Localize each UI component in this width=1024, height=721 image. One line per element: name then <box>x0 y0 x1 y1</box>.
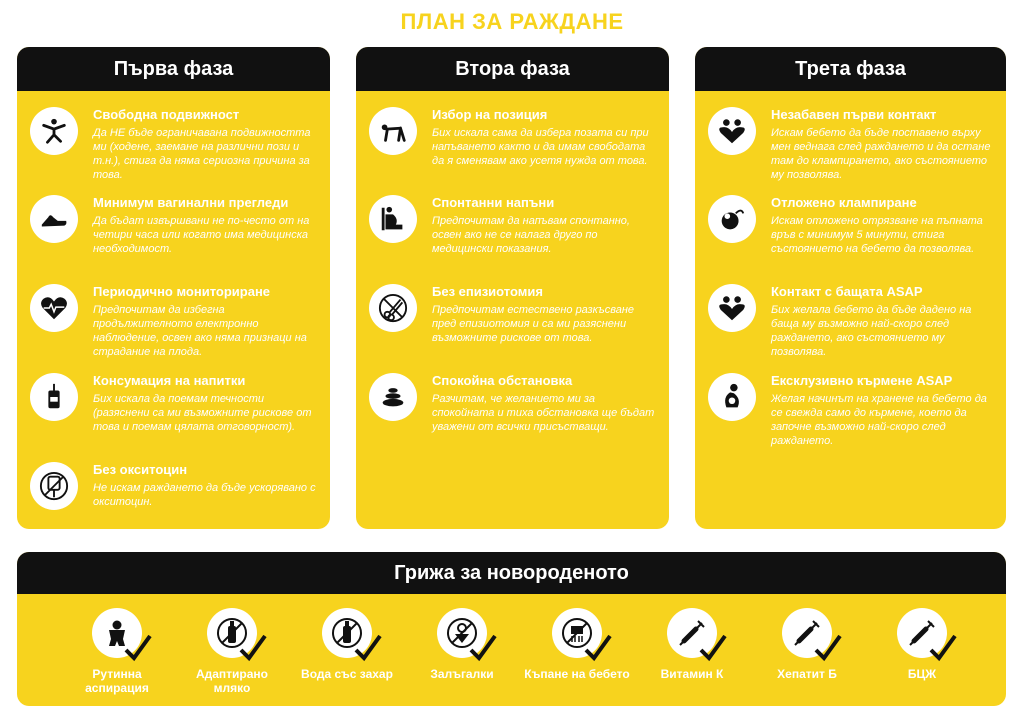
item-title: Избор на позиция <box>432 107 548 122</box>
newborn-item-formula <box>177 608 287 695</box>
no-scissors-icon <box>369 284 417 332</box>
calm-stones-icon <box>369 373 417 421</box>
hand-icon <box>30 195 78 243</box>
phase-3-panel <box>695 47 1006 529</box>
no-formula-bottle-icon <box>207 608 257 658</box>
item-text: Бих искала да поемам течности (разяснени са ми възможните рискове от това и поемам цялата отговорност). <box>93 393 312 433</box>
item-text: Искам бебето да бъде поставено върху мен веднага след раждането и да остане там до клампирането, ако състоянието му позволява. <box>771 127 991 181</box>
newborn-item-vitamin-k <box>637 608 747 681</box>
page-title: ПЛАН ЗА РАЖДАНЕ <box>400 9 624 34</box>
mother-baby-heart-icon <box>708 107 756 155</box>
newborn-care-heading: Грижа за новороденото <box>17 552 1006 594</box>
item-title: Периодично мониториране <box>93 284 271 299</box>
item-text: Желая начинът на хранене на бебето да се свежда само до кърмене, което да започне възможно най-скоро след раждането. <box>771 393 987 447</box>
phase-1-heading: Първа фаза <box>17 47 330 91</box>
check-icon <box>582 632 614 664</box>
umbilical-cord-icon <box>708 195 756 243</box>
item-title: Консумация на напитки <box>93 373 246 388</box>
newborn-item-bath <box>522 608 632 681</box>
check-icon <box>812 632 844 664</box>
care-label: Витамин К <box>660 667 724 681</box>
phase-3-heading: Трета фаза <box>695 47 1006 91</box>
care-label: Рутинна аспирация <box>85 667 149 695</box>
item-title: Спонтанни напъни <box>432 195 555 210</box>
father-baby-heart-icon <box>708 284 756 332</box>
item-text: Да бъдат извършвани не по-често от на четири часа или когато има медицинска необходимост. <box>93 215 310 255</box>
no-sugar-water-bottle-icon <box>322 608 372 658</box>
bcg-syringe-icon <box>897 608 947 658</box>
no-bath-icon <box>552 608 602 658</box>
item-title: Без епизиотомия <box>432 284 543 299</box>
item-title: Ексклузивно кърмене ASAP <box>771 373 953 388</box>
care-label: Залъгалки <box>430 667 494 681</box>
check-icon <box>927 632 959 664</box>
newborn-item-sugar-water <box>292 608 402 681</box>
item-title: Свободна подвижност <box>93 107 240 122</box>
no-pacifier-icon <box>437 608 487 658</box>
care-label: Вода със захар <box>301 667 393 681</box>
freedom-movement-icon <box>30 107 78 155</box>
newborn-item-aspiration <box>62 608 172 695</box>
check-icon <box>467 632 499 664</box>
item-text: Предпочитам естествено разкъсване пред епизиотомия и са ми разяснени възможните рискове от това. <box>432 304 634 344</box>
item-title: Незабавен първи контакт <box>771 107 937 122</box>
item-text: Бих искала сама да избера позата си при напъването както и да имам свободата да я сменявам ако усетя нужда от това. <box>432 127 649 167</box>
item-title: Отложено клампиране <box>771 195 917 210</box>
position-icon <box>369 107 417 155</box>
vitamin-k-syringe-icon <box>667 608 717 658</box>
baby-aspiration-icon <box>92 608 142 658</box>
care-label: Адаптирано мляко <box>195 667 269 695</box>
newborn-item-bcg <box>867 608 977 681</box>
care-label: Къпане на бебето <box>524 667 630 681</box>
newborn-care-panel <box>17 552 1006 706</box>
hepatitis-b-syringe-icon <box>782 608 832 658</box>
item-text: Не искам раждането да бъде ускорявано с окситоцин. <box>93 482 316 508</box>
item-text: Предпочитам да избегна продължителното електронно наблюдение, освен ако няма признаци на страдание на плода. <box>93 304 307 358</box>
item-text: Искам отложено отрязване на пъпната връв с минимум 5 минути, стига състоянието на бебето да позволява. <box>771 215 983 255</box>
phase-2-heading: Втора фаза <box>356 47 669 91</box>
care-label: БЦЖ <box>907 667 937 681</box>
item-title: Контакт с бащата ASAP <box>771 284 923 299</box>
newborn-item-hepatitis-b <box>752 608 862 681</box>
item-text: Предпочитам да напъвам спонтанно, освен ако не се налага друго по медицински показания. <box>432 215 630 255</box>
breastfeeding-icon <box>708 373 756 421</box>
item-text: Бих желала бебето да бъде дадено на баща му възможно най-скоро след раждането, ако състоянието му позволява. <box>771 304 972 358</box>
pushing-icon <box>369 195 417 243</box>
item-title: Минимум вагинални прегледи <box>93 195 289 210</box>
phase-2-panel <box>356 47 669 529</box>
check-icon <box>352 632 384 664</box>
heart-monitor-icon <box>30 284 78 332</box>
phase-1-panel <box>17 47 330 529</box>
no-iv-icon <box>30 462 78 510</box>
item-text: Да НЕ бъде ограничавана подвижността ми (ходене, заемане на различни пози и т.н.), стига да няма сериозна причина за това. <box>93 127 311 181</box>
check-icon <box>122 632 154 664</box>
newborn-item-pacifiers <box>407 608 517 681</box>
drinks-icon <box>30 373 78 421</box>
item-title: Спокойна обстановка <box>432 373 573 388</box>
item-title: Без окситоцин <box>93 462 188 477</box>
care-label: Хепатит Б <box>777 667 837 681</box>
item-text: Разчитам, че желанието ми за спокойната и тиха обстановка ще бъдат уважени от всички присъстващи. <box>432 393 655 433</box>
check-icon <box>697 632 729 664</box>
check-icon <box>237 632 269 664</box>
